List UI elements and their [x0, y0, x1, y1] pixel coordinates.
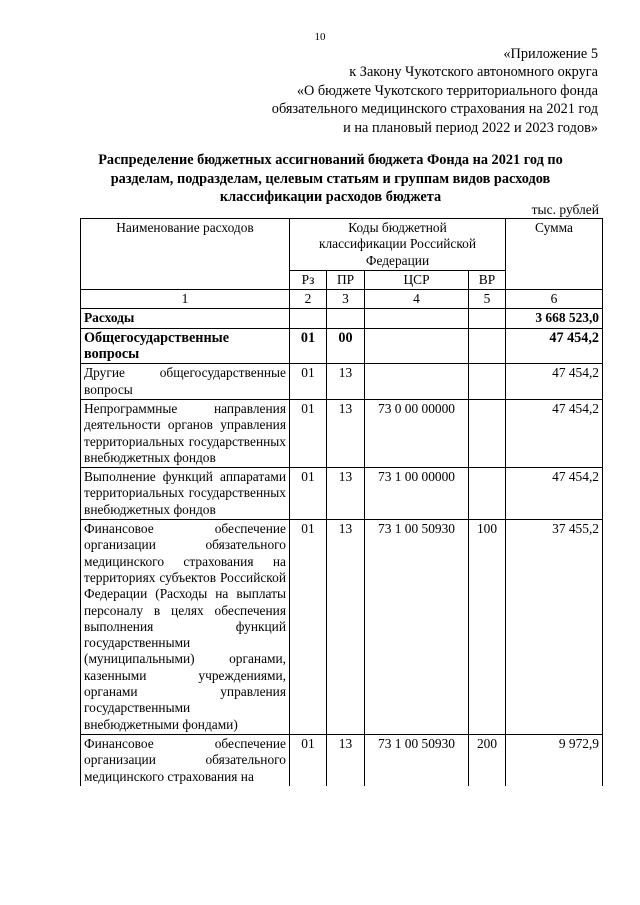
title-line: разделам, подразделам, целевым статьям и группам видов расходов [110, 170, 551, 187]
table-row [81, 520, 603, 735]
appendix-heading [272, 45, 598, 137]
header-codes-group: Коды бюджетной классификации Российской Федерации [290, 219, 506, 271]
row-rz: 01 [290, 468, 327, 520]
row-rz: 01 [290, 364, 327, 400]
table-row [81, 364, 603, 400]
row-sum: 47 454,2 [506, 399, 603, 467]
row-rz [290, 309, 327, 328]
appendix-line: к Закону Чукотского автономного округа [349, 64, 598, 81]
col-number: 3 [327, 290, 365, 309]
header-name: Наименование расходов [81, 219, 290, 290]
row-pr: 13 [327, 364, 365, 400]
row-vr [469, 468, 506, 520]
row-name: Финансовое обеспечение организации обязательного медицинского страхования на [81, 734, 290, 785]
header-row [81, 219, 603, 271]
col-number: 1 [81, 290, 290, 309]
row-pr: 13 [327, 734, 365, 785]
row-csr: 73 1 00 50930 [365, 734, 469, 785]
row-sum: 9 972,9 [506, 734, 603, 785]
col-number: 4 [365, 290, 469, 309]
header-rz: Рз [290, 270, 327, 289]
header-csr: ЦСР [365, 270, 469, 289]
col-number: 6 [506, 290, 603, 309]
table-row [81, 309, 603, 328]
row-pr: 00 [327, 328, 365, 364]
row-vr: 100 [469, 520, 506, 735]
row-vr [469, 328, 506, 364]
title-line: классификации расходов бюджета [219, 189, 442, 205]
row-name: Другие общегосударственные вопросы [81, 364, 290, 400]
row-vr: 200 [469, 734, 506, 785]
header-pr: ПР [327, 270, 365, 289]
row-rz: 01 [290, 328, 327, 364]
document-title [60, 151, 601, 207]
page-number: 10 [314, 31, 326, 43]
appendix-line: и на плановый период 2022 и 2023 годов» [343, 119, 598, 136]
row-vr [469, 399, 506, 467]
row-pr: 13 [327, 520, 365, 735]
table-row [81, 734, 603, 785]
col-number: 5 [469, 290, 506, 309]
row-pr: 13 [327, 468, 365, 520]
appendix-line: «Приложение 5 [503, 46, 598, 62]
budget-table [80, 218, 603, 786]
row-name: Общегосударственные вопросы [81, 328, 290, 364]
unit-label: тыс. рублей [531, 202, 599, 217]
row-pr: 13 [327, 399, 365, 467]
table-row [81, 399, 603, 467]
row-name: Непрограммные направления деятельности органов управления территориальных государственных внебюджетных фондов [81, 399, 290, 467]
row-name: Выполнение функций аппаратами территориальных государственных внебюджетных фондов [81, 468, 290, 520]
row-sum: 47 454,2 [506, 364, 603, 400]
row-csr [365, 328, 469, 364]
row-rz: 01 [290, 399, 327, 467]
column-number-row [81, 290, 603, 309]
header-sum: Сумма [506, 219, 603, 290]
col-number: 2 [290, 290, 327, 309]
appendix-line: «О бюджете Чукотского территориального фонда [296, 82, 598, 99]
row-csr [365, 364, 469, 400]
row-rz: 01 [290, 520, 327, 735]
row-csr: 73 1 00 00000 [365, 468, 469, 520]
row-pr [327, 309, 365, 328]
budget-table-body [81, 219, 603, 786]
table-row [81, 468, 603, 520]
row-csr: 73 1 00 50930 [365, 520, 469, 735]
row-name: Финансовое обеспечение организации обязательного медицинского страхования на территориях субъектов Российской Федерации (Расходы на выплаты персоналу в целях обеспечения выполнения функций государственными (муниципальными) органами, казенными учреждениями, органами управления государственными внебюджетными фондами) [81, 520, 290, 735]
title-line: Распределение бюджетных ассигнований бюджета Фонда на 2021 год по [98, 152, 563, 168]
row-vr [469, 309, 506, 328]
row-rz: 01 [290, 734, 327, 785]
row-sum: 47 454,2 [506, 328, 603, 364]
row-sum: 3 668 523,0 [506, 309, 603, 328]
appendix-line: обязательного медицинского страхования на 2021 год [271, 101, 598, 118]
row-csr: 73 0 00 00000 [365, 399, 469, 467]
row-vr [469, 364, 506, 400]
table-row [81, 328, 603, 364]
row-name: Расходы [81, 309, 290, 328]
row-sum: 47 454,2 [506, 468, 603, 520]
row-csr [365, 309, 469, 328]
header-vr: ВР [469, 270, 506, 289]
row-sum: 37 455,2 [506, 520, 603, 735]
